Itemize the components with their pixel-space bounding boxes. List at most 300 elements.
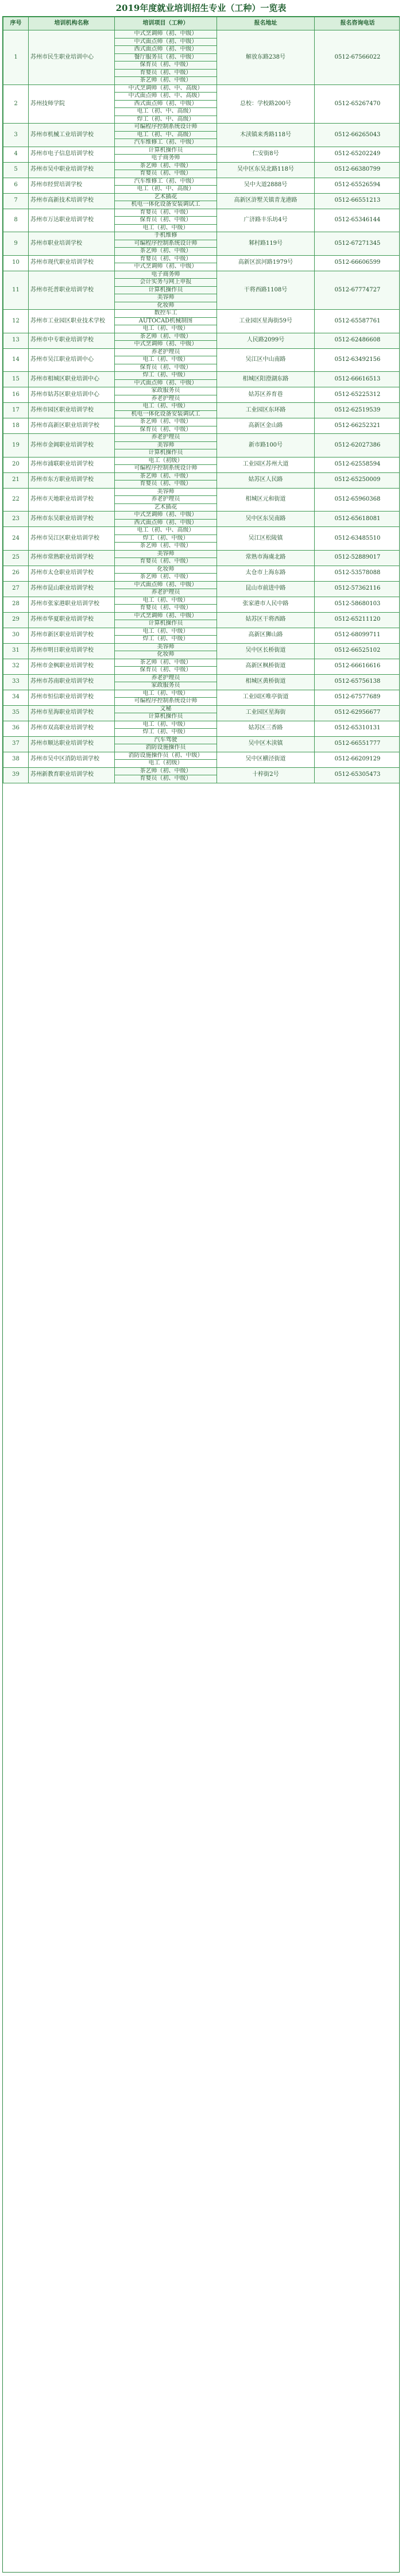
specialty-item: 焊工（初、中级） <box>115 636 217 644</box>
specialty-item: 保育员（初、中级） <box>115 61 217 70</box>
school-name: 苏州市华夏职业培训学校 <box>29 612 115 628</box>
specialty-item: 电工（初、中、高级） <box>115 527 217 535</box>
address: 高新区金山路 <box>217 418 315 434</box>
specialty-item: 计算机操作员 <box>115 713 217 721</box>
phone-number: 0512-66551213 <box>315 193 400 209</box>
specialty-item: AUTOCAD机械制图 <box>115 317 217 325</box>
specialty-item: 艺术插花 <box>115 193 217 201</box>
table-row <box>3 30 400 39</box>
address: 张家港市人民中路 <box>217 597 315 612</box>
specialty-item: 茶艺师（初、中级） <box>115 659 217 667</box>
row-number: 7 <box>3 193 29 209</box>
phone-number: 0512-65618081 <box>315 512 400 527</box>
address: 吴中区东吴南路 <box>217 512 315 527</box>
school-name: 苏州市姑苏区职业培训中心 <box>29 387 115 403</box>
specialty-item: 化妆师 <box>115 651 217 659</box>
specialty-item: 养老护理员 <box>115 395 217 403</box>
phone-number: 0512-63485510 <box>315 527 400 551</box>
table-row <box>3 434 400 442</box>
specialty-item: 茶艺师（初、中级） <box>115 248 217 256</box>
specialty-item: 保育员（初、中级） <box>115 364 217 372</box>
phone-number: 0512-67577689 <box>315 690 400 705</box>
address: 姑苏区干将西路 <box>217 612 315 628</box>
address: 工业园区星海街 <box>217 705 315 721</box>
phone-number: 0512-66616513 <box>315 372 400 387</box>
specialty-item: 汽车维修工（初、中级） <box>115 178 217 186</box>
specialty-item: 可编程序控制系统设计师 <box>115 124 217 132</box>
specialty-item: 西式面点师（初、中级） <box>115 46 217 54</box>
address: 十梓街2号 <box>217 767 315 783</box>
address: 工业园区唯亭街道 <box>217 690 315 705</box>
address: 吴中区木渎镇 <box>217 736 315 752</box>
address: 工业园区东环路 <box>217 403 315 418</box>
specialty-item: 育婴员（初、中级） <box>115 775 217 783</box>
address: 吴江区松陵镇 <box>217 527 315 551</box>
specialty-item: 消防设施操作员 <box>115 744 217 752</box>
address: 高新区狮山路 <box>217 628 315 643</box>
phone-number: 0512-65960368 <box>315 488 400 512</box>
specialty-item: 中式面点师（初、中级） <box>115 379 217 387</box>
specialty-item: 养老护理员 <box>115 674 217 682</box>
phone-number: 0512-67566022 <box>315 30 400 85</box>
address: 高新区滨河路1979号 <box>217 255 315 271</box>
course-table-frame <box>2 16 400 2573</box>
school-name: 苏州市恒信职业培训学校 <box>29 690 115 705</box>
school-name: 苏州市民生职业培训中心 <box>29 30 115 85</box>
phone-number: 0512-57362116 <box>315 581 400 597</box>
table-row <box>3 581 400 589</box>
row-number: 9 <box>3 232 29 256</box>
table-body <box>3 30 400 783</box>
specialty-item: 中式烹调师（初、中级） <box>115 341 217 349</box>
table-header-row <box>3 17 400 30</box>
school-name: 苏州市金阊职业培训学校 <box>29 434 115 457</box>
specialty-item: 电工（初级） <box>115 457 217 465</box>
row-number: 24 <box>3 527 29 551</box>
table-row <box>3 643 400 651</box>
specialty-item: 中式烹调师（初、中、高级） <box>115 84 217 93</box>
school-name: 苏州市现代职业培训学校 <box>29 255 115 271</box>
phone-number: 0512-66616616 <box>315 659 400 674</box>
phone-number: 0512-62486608 <box>315 333 400 348</box>
table-row <box>3 348 400 356</box>
phone-number: 0512-67774727 <box>315 271 400 310</box>
address: 高新区浒墅关镇青龙港路 <box>217 193 315 209</box>
school-name: 苏州市天地职业培训学校 <box>29 488 115 512</box>
specialty-item: 茶艺师（初、中级） <box>115 574 217 582</box>
phone-number: 0512-62027386 <box>315 434 400 457</box>
header-phone: 报名咨询电话 <box>315 17 400 30</box>
row-number: 20 <box>3 457 29 472</box>
school-name: 苏州技师学院 <box>29 84 115 124</box>
school-name: 苏州市吴江职业培训中心 <box>29 348 115 372</box>
address: 相城区阳澄湖东路 <box>217 372 315 387</box>
address: 吴中区东吴北路118号 <box>217 162 315 178</box>
school-name: 苏州市机械工业培训学校 <box>29 124 115 147</box>
table-row <box>3 84 400 93</box>
school-name: 苏州市园区职业培训学校 <box>29 403 115 418</box>
specialty-item: 文秘 <box>115 705 217 713</box>
specialty-item: 机电一体化设备安装调试工 <box>115 201 217 209</box>
specialty-item: 电工（初、中、高级） <box>115 186 217 194</box>
row-number: 35 <box>3 705 29 721</box>
document-title: 2019年度就业培训招生专业（工种）一览表 <box>115 3 287 13</box>
specialty-item: 美容师 <box>115 643 217 651</box>
specialty-item: 电工（初级） <box>115 760 217 768</box>
address: 工业园区苏州大道 <box>217 457 315 472</box>
address: 仁安街8号 <box>217 147 315 162</box>
table-row <box>3 372 400 380</box>
address: 姑苏区三香路 <box>217 721 315 736</box>
table-row <box>3 124 400 132</box>
table-row <box>3 147 400 155</box>
specialty-item: 育婴员（初、中级） <box>115 558 217 566</box>
table-row <box>3 193 400 201</box>
row-number: 34 <box>3 690 29 705</box>
phone-number: 0512-66380799 <box>315 162 400 178</box>
row-number: 18 <box>3 418 29 434</box>
address: 相城区黄桥街道 <box>217 674 315 690</box>
table-row <box>3 659 400 667</box>
specialty-item: 中式烹调师（初、中级） <box>115 30 217 39</box>
phone-number: 0512-65202249 <box>315 147 400 162</box>
table-row <box>3 271 400 279</box>
specialty-item: 电工（初、中级） <box>115 721 217 729</box>
row-number: 23 <box>3 512 29 527</box>
specialty-item: 茶艺师（初、中级） <box>115 472 217 480</box>
address: 高新区枫桥街道 <box>217 659 315 674</box>
phone-number: 0512-65756138 <box>315 674 400 690</box>
school-name: 苏州市经贸培训学校 <box>29 178 115 193</box>
school-name: 苏州市高新技术培训学校 <box>29 193 115 209</box>
address: 姑苏区人民路 <box>217 472 315 488</box>
table-row <box>3 527 400 535</box>
table-row <box>3 674 400 682</box>
school-name: 苏州市苏南职业培训学校 <box>29 674 115 690</box>
specialty-item: 焊工（初、中级） <box>115 535 217 543</box>
specialty-item: 手机维修 <box>115 232 217 240</box>
specialty-item: 育婴员（初、中级） <box>115 480 217 489</box>
school-name: 苏州市中专职业培训学校 <box>29 333 115 348</box>
table-row <box>3 488 400 496</box>
school-name: 苏州市东方职业培训学校 <box>29 472 115 488</box>
school-name: 苏州市顺达职业培训学校 <box>29 736 115 752</box>
address: 吴江区中山南路 <box>217 348 315 372</box>
phone-number: 0512-58680103 <box>315 597 400 612</box>
specialty-item: 汽车驾驶 <box>115 736 217 744</box>
phone-number: 0512-62519539 <box>315 403 400 418</box>
header-no: 序号 <box>3 17 29 30</box>
specialty-item: 计算机操作员 <box>115 286 217 294</box>
row-number: 5 <box>3 162 29 178</box>
phone-number: 0512-66606599 <box>315 255 400 271</box>
row-number: 31 <box>3 643 29 659</box>
phone-number: 0512-65305473 <box>315 767 400 783</box>
specialty-item: 消防设施操作员（初、中级） <box>115 752 217 760</box>
row-number: 11 <box>3 271 29 310</box>
row-number: 4 <box>3 147 29 162</box>
specialty-item: 计算机操作员 <box>115 449 217 457</box>
specialty-item: 中式面点师（初、中级） <box>115 38 217 46</box>
specialty-item: 育婴员（初、中级） <box>115 255 217 263</box>
phone-number: 0512-65267470 <box>315 84 400 124</box>
phone-number: 0512-63492156 <box>315 348 400 372</box>
address: 广济路丰乐坊4号 <box>217 209 315 232</box>
table-row <box>3 457 400 465</box>
row-number: 8 <box>3 209 29 232</box>
specialty-item: 育婴员（初、中级） <box>115 170 217 178</box>
specialty-item: 电工（初、中级） <box>115 628 217 636</box>
course-table <box>3 17 400 783</box>
specialty-item: 茶艺师（初、中级） <box>115 767 217 775</box>
specialty-item: 西式面点师（初、中级） <box>115 519 217 527</box>
address: 姑苏区养育巷 <box>217 387 315 403</box>
specialty-item: 焊工（初、中、高级） <box>115 116 217 124</box>
address: 太仓市上海东路 <box>217 566 315 581</box>
phone-number: 0512-66209129 <box>315 752 400 767</box>
table-row <box>3 597 400 605</box>
header-school: 培训机构名称 <box>29 17 115 30</box>
specialty-item: 美容师 <box>115 550 217 558</box>
phone-number: 0512-65225312 <box>315 387 400 403</box>
specialty-item: 养老护理员 <box>115 348 217 356</box>
specialty-item: 美容师 <box>115 294 217 302</box>
specialty-item: 家政服务员 <box>115 682 217 690</box>
table-row <box>3 418 400 426</box>
row-number: 39 <box>3 767 29 783</box>
specialty-item: 电子商务师 <box>115 271 217 279</box>
row-number: 16 <box>3 387 29 403</box>
phone-number: 0512-66265043 <box>315 124 400 147</box>
table-row <box>3 310 400 318</box>
specialty-item: 养老护理员 <box>115 434 217 442</box>
phone-number: 0512-65346144 <box>315 209 400 232</box>
address: 吴中区长桥街道 <box>217 643 315 659</box>
row-number: 14 <box>3 348 29 372</box>
phone-number: 0512-65526594 <box>315 178 400 193</box>
specialty-item: 电工（初、中级） <box>115 356 217 364</box>
row-number: 1 <box>3 30 29 85</box>
specialty-item: 育婴员（初、中级） <box>115 605 217 613</box>
row-number: 29 <box>3 612 29 628</box>
address: 人民路2099号 <box>217 333 315 348</box>
phone-number: 0512-65310131 <box>315 721 400 736</box>
specialty-item: 化妆师 <box>115 566 217 574</box>
school-name: 苏州市昆山职业培训学校 <box>29 581 115 597</box>
phone-number: 0512-52889017 <box>315 550 400 566</box>
specialty-item: 育婴员（初、中级） <box>115 69 217 77</box>
school-name: 苏州市万达职业培训学校 <box>29 209 115 232</box>
address: 新市路100号 <box>217 434 315 457</box>
specialty-item: 育婴员（初、中级） <box>115 209 217 217</box>
specialty-item: 可编程序控制系统设计师 <box>115 465 217 473</box>
specialty-item: 茶艺师（初、中级） <box>115 162 217 170</box>
address: 吴中大道2888号 <box>217 178 315 193</box>
row-number: 25 <box>3 550 29 566</box>
school-name: 苏州新教育职业培训学校 <box>29 767 115 783</box>
table-row <box>3 178 400 186</box>
specialty-item: 电工（初、中、高级） <box>115 131 217 139</box>
table-row <box>3 162 400 170</box>
table-row <box>3 387 400 395</box>
phone-number: 0512-66252321 <box>315 418 400 434</box>
row-number: 27 <box>3 581 29 597</box>
row-number: 12 <box>3 310 29 333</box>
header-specialty: 培训项目（工种） <box>115 17 217 30</box>
address: 昆山市前进中路 <box>217 581 315 597</box>
specialty-item: 保育员（初、中级） <box>115 667 217 675</box>
specialty-item: 电工（初、中级） <box>115 403 217 411</box>
address: 邾村路119号 <box>217 232 315 256</box>
address: 解放东路238号 <box>217 30 315 85</box>
row-number: 38 <box>3 752 29 767</box>
specialty-item: 中式面点师（初、中级） <box>115 581 217 589</box>
address: 干将西路1108号 <box>217 271 315 310</box>
row-number: 26 <box>3 566 29 581</box>
school-name: 苏州市电子信息培训学校 <box>29 147 115 162</box>
specialty-item: 可编程序控制系统设计师 <box>115 698 217 706</box>
row-number: 30 <box>3 628 29 643</box>
table-row <box>3 512 400 520</box>
specialty-item: 焊工（初、中级） <box>115 372 217 380</box>
table-row <box>3 566 400 574</box>
address: 总校：学校路200号 <box>217 84 315 124</box>
table-row <box>3 472 400 480</box>
specialty-item: 养老护理员 <box>115 496 217 504</box>
school-name: 苏州市职业培训学校 <box>29 232 115 256</box>
address: 相城区元和街道 <box>217 488 315 512</box>
phone-number: 0512-65587761 <box>315 310 400 333</box>
specialty-item: 电工（初、中、高级） <box>115 108 217 116</box>
specialty-item: 茶艺师（初、中级） <box>115 333 217 341</box>
phone-number: 0512-65250009 <box>315 472 400 488</box>
table-row <box>3 690 400 698</box>
row-number: 19 <box>3 434 29 457</box>
specialty-item: 茶艺师（初、中级） <box>115 77 217 85</box>
school-name: 苏州市东吴职业培训学校 <box>29 512 115 527</box>
row-number: 21 <box>3 472 29 488</box>
school-name: 苏州市金枫职业培训学校 <box>29 659 115 674</box>
row-number: 15 <box>3 372 29 387</box>
row-number: 32 <box>3 659 29 674</box>
table-row <box>3 721 400 729</box>
address: 工业园区星海街59号 <box>217 310 315 333</box>
school-name: 苏州市相城区职业培训中心 <box>29 372 115 387</box>
specialty-item: 茶艺师（初、中级） <box>115 543 217 551</box>
table-row <box>3 403 400 411</box>
row-number: 13 <box>3 333 29 348</box>
row-number: 2 <box>3 84 29 124</box>
phone-number: 0512-62558594 <box>315 457 400 472</box>
specialty-item: 西式面点师（初、中级） <box>115 100 217 108</box>
table-row <box>3 752 400 760</box>
row-number: 3 <box>3 124 29 147</box>
table-row <box>3 612 400 620</box>
specialty-item: 美容师 <box>115 441 217 449</box>
table-row <box>3 333 400 341</box>
address: 吴中区横泾街道 <box>217 752 315 767</box>
row-number: 17 <box>3 403 29 418</box>
specialty-item: 电子商务师 <box>115 155 217 163</box>
school-name: 苏州市新区职业培训学校 <box>29 628 115 643</box>
specialty-item: 计算机操作员 <box>115 620 217 628</box>
row-number: 6 <box>3 178 29 193</box>
specialty-item: 电工（初、中级） <box>115 224 217 232</box>
row-number: 37 <box>3 736 29 752</box>
table-row <box>3 255 400 263</box>
specialty-item: 茶艺师（初、中级） <box>115 418 217 426</box>
address: 木渎镇来秀路118号 <box>217 124 315 147</box>
specialty-item: 电工（初、中级） <box>115 597 217 605</box>
specialty-item: 保育员（初、中级） <box>115 426 217 434</box>
school-name: 苏州市高新区职业培训学校 <box>29 418 115 434</box>
phone-number: 0512-66551777 <box>315 736 400 752</box>
school-name: 苏州市双高职业培训学校 <box>29 721 115 736</box>
table-row <box>3 628 400 636</box>
table-row <box>3 550 400 558</box>
school-name: 苏州市浦联职业培训学校 <box>29 457 115 472</box>
specialty-item: 计算机操作员 <box>115 147 217 155</box>
school-name: 苏州市吴江区职业培训学校 <box>29 527 115 551</box>
specialty-item: 电工（初、中级） <box>115 690 217 698</box>
specialty-item: 家政服务员 <box>115 387 217 395</box>
table-row <box>3 705 400 713</box>
school-name: 苏州市工业园区职业技术学校 <box>29 310 115 333</box>
row-number: 22 <box>3 488 29 512</box>
specialty-item: 养老护理员 <box>115 589 217 597</box>
specialty-item: 中式烹调师（初、中级） <box>115 612 217 620</box>
specialty-item: 数控车工 <box>115 310 217 318</box>
table-row <box>3 232 400 240</box>
specialty-item: 可编程序控制系统设计师 <box>115 240 217 248</box>
header-address: 报名地址 <box>217 17 315 30</box>
specialty-item: 电工（初、中级） <box>115 325 217 333</box>
table-row <box>3 209 400 217</box>
row-number: 33 <box>3 674 29 690</box>
school-name: 苏州市吴中职业培训学校 <box>29 162 115 178</box>
address: 常熟市海虞北路 <box>217 550 315 566</box>
specialty-item: 会计实务与网上申报 <box>115 279 217 287</box>
school-name: 苏州市明日职业培训学校 <box>29 643 115 659</box>
phone-number: 0512-65211120 <box>315 612 400 628</box>
school-name: 苏州市常熟职业培训学校 <box>29 550 115 566</box>
specialty-item: 保育员（初、中级） <box>115 217 217 225</box>
table-row <box>3 767 400 775</box>
row-number: 10 <box>3 255 29 271</box>
row-number: 36 <box>3 721 29 736</box>
school-name: 苏州市星海职业培训学校 <box>29 705 115 721</box>
school-name: 苏州市张家港职业培训学校 <box>29 597 115 612</box>
specialty-item: 中式烹调师（初、中级） <box>115 263 217 271</box>
table-row <box>3 736 400 744</box>
specialty-item: 机电一体化设备安装调试工 <box>115 410 217 418</box>
row-number: 28 <box>3 597 29 612</box>
school-name: 苏州市吴中区消防培训学校 <box>29 752 115 767</box>
phone-number: 0512-66525102 <box>315 643 400 659</box>
specialty-item: 餐厅服务员（初、中级） <box>115 53 217 61</box>
school-name: 苏州市托普职业培训学校 <box>29 271 115 310</box>
school-name: 苏州市太仓职业培训学校 <box>29 566 115 581</box>
phone-number: 0512-53578088 <box>315 566 400 581</box>
specialty-item: 化妆师 <box>115 302 217 310</box>
phone-number: 0512-67271345 <box>315 232 400 256</box>
specialty-item: 汽车维修工（初、中级） <box>115 139 217 147</box>
specialty-item: 美容师 <box>115 488 217 496</box>
specialty-item: 中式面点师（初、中、高级） <box>115 93 217 101</box>
specialty-item: 焊工（初、中级） <box>115 729 217 737</box>
specialty-item: 中式烹调师（初、中级） <box>115 512 217 520</box>
specialty-item: 艺术插花 <box>115 503 217 512</box>
